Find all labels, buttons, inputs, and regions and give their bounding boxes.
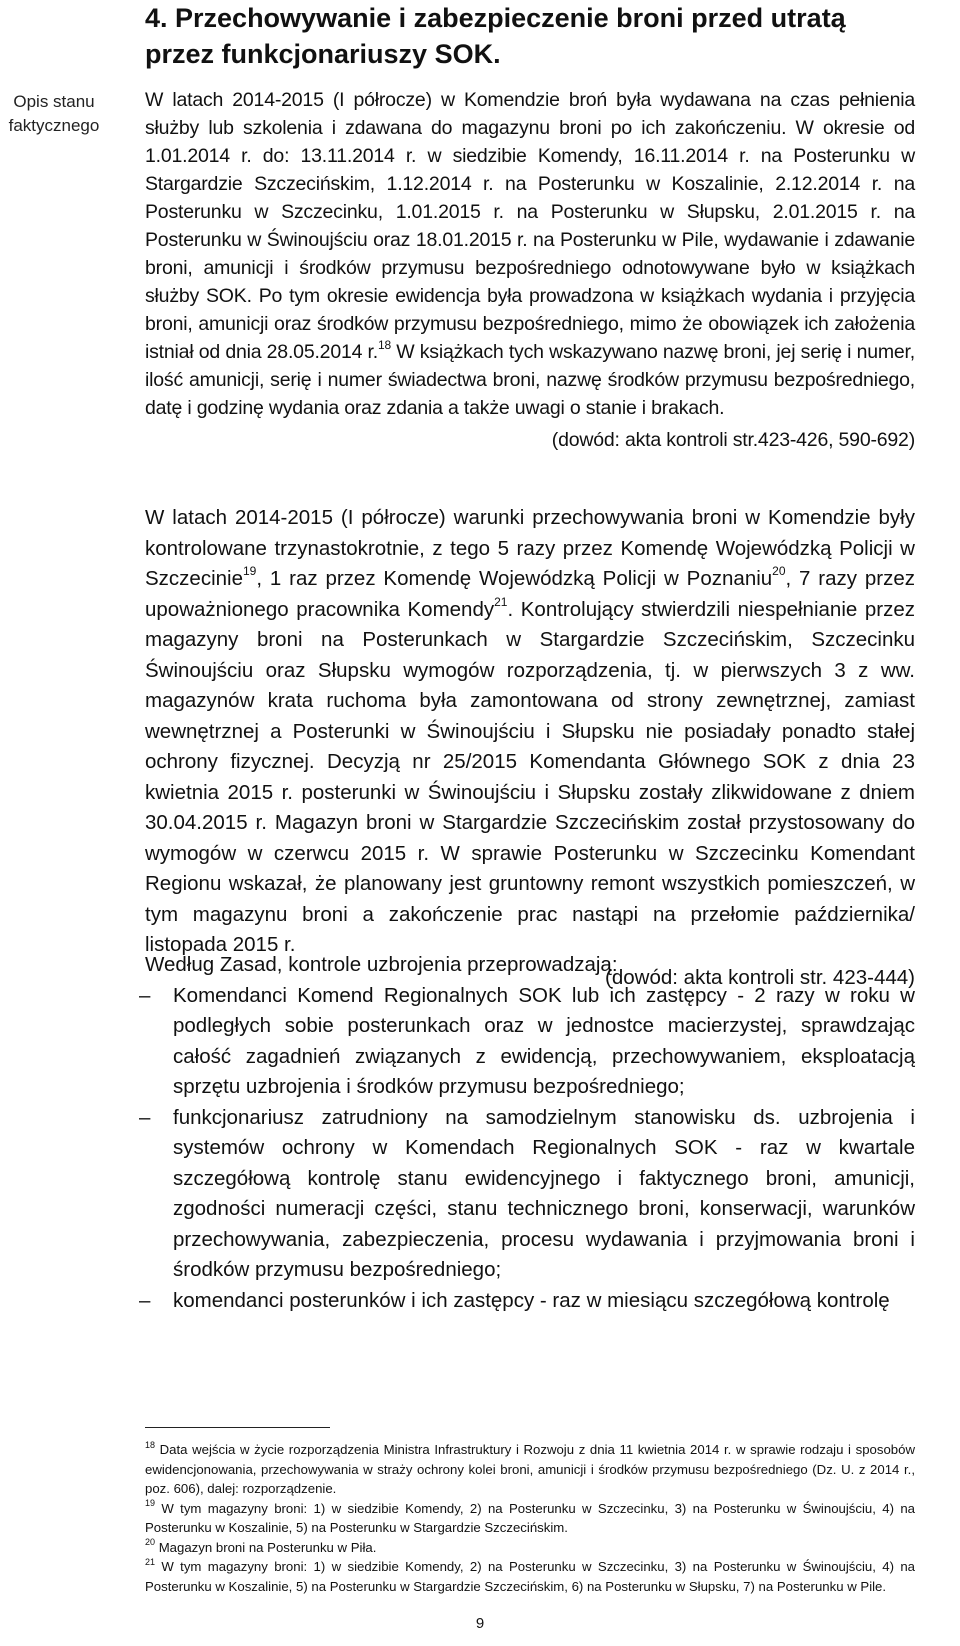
list-item	[139, 1103, 915, 1286]
footnote-20	[145, 1538, 915, 1558]
footnote-21	[145, 1557, 915, 1596]
evidence-note: (dowód: akta kontroli str.423-426, 590-692)	[551, 429, 915, 451]
margin-note: Opis stanu faktycznego	[8, 92, 100, 135]
dash-list	[139, 981, 915, 1317]
dash-bullet: –	[139, 1288, 151, 1312]
footnote-text: W tym magazyny broni: 1) w siedzibie Komendy, 2) na Posterunku w Szczecinku, 3) na Posterunku w Świnoujściu, 4) na Posterunku w Koszalinie, 5) na Posterunku w Stargardzie Szczecińskim.	[145, 1500, 915, 1535]
dash-bullet: –	[139, 1105, 151, 1129]
footnote-ref-20: 20	[772, 564, 786, 579]
footnote-number: 18	[145, 1439, 156, 1450]
paragraph-text: W latach 2014-2015 (I półrocze) w Komendzie broń była wydawana na czas pełnienia służby lub szkolenia i zdawana do magazynu broni po ich zakończeniu. W okresie od 1.01.2014 r. do: 13.11.2014 r. w siedzibie Komendy, 16.11.2014 r. na Posterunku w Stargardzie Szczecińskim, 1.12.2014 r. na Posterunku w Koszalinie, 2.12.2014 r. na Posterunku w Szczecinku, 1.01.2015 r. na Posterunku w Słupsku, 2.01.2015 r. na Posterunku w Świnoujściu oraz 18.01.2015 r. na Posterunku w Pile, wydawanie i zdawanie broni, amunicji i środków przymusu bezpośredniego odnotowywane było w książkach służby SOK. Po tym okresie ewidencja była prowadzona w książkach wydania i przyjęcia broni, amunicji oraz środków przymusu bezpośredniego, mimo że obowiązek ich założenia istniał od dnia 28.05.2014 r.	[145, 89, 915, 363]
footnote-number: 21	[145, 1556, 156, 1567]
evidence-note: (dowód: akta kontroli str. 423-444)	[605, 965, 915, 989]
list-item-text: funkcjonariusz zatrudniony na samodzielnym stanowisku ds. uzbrojenia i systemów ochrony w Komendach Regionalnych SOK - raz w kwartale szczegółową kontrolę stanu ewidencyjnego i faktycznego broni, amunicji, zgodności numeracji części, stanu technicznego broni, konserwacji, warunków przechowywania, zabezpieczenia, procesu wydawania i przyjmowania broni i środków przymusu bezpośredniego;	[173, 1105, 915, 1281]
list-intro: Według Zasad, kontrole uzbrojenia przeprowadzają:	[145, 953, 618, 976]
dash-bullet: –	[139, 983, 151, 1007]
section-heading: 4. Przechowywanie i zabezpieczenie broni przed utratą przez funkcjonariuszy SOK.	[145, 3, 846, 69]
footnotes	[145, 1440, 915, 1596]
list-item	[139, 981, 915, 1103]
list-item	[139, 1286, 915, 1317]
footnote-ref-18: 18	[377, 337, 391, 352]
footnote-ref-21: 21	[494, 594, 508, 609]
page-number: 9	[475, 1615, 485, 1632]
footnote-number: 20	[145, 1537, 156, 1548]
list-item-text: komendanci posterunków i ich zastępcy - raz w miesiącu szczegółową kontrolę	[173, 1288, 890, 1312]
footnote-text: Data wejścia w życie rozporządzenia Ministra Infrastruktury i Rozwoju z dnia 11 kwietnia 2014 r. w sprawie rodzaju i sposobów ewidencjonowania, przechowywania w straży ochrony kolei broni, amunicji i środków przymusu bezpośredniego (Dz. U. z 2014 r., poz. 606), dalej: rozporządzenie.	[145, 1442, 915, 1496]
footnote-separator	[145, 1427, 330, 1428]
footnote-text: W tym magazyny broni: 1) w siedzibie Komendy, 2) na Posterunku w Szczecinku, 3) na Posterunku w Świnoujściu, 4) na Posterunku w Koszalinie, 5) na Posterunku w Stargardzie Szczecińskim, 6) na Posterunku w Słupsku, 7) na Posterunku w Pile.	[145, 1559, 915, 1594]
paragraph-control-rules	[139, 950, 915, 1316]
paragraph-text: , 1 raz przez Komendę Wojewódzką Policji w Poznaniu	[256, 567, 773, 590]
paragraph-text: W latach 2014-2015 (I półrocze) warunki przechowywania broni w Komendzie były kontrolowane trzynastokrotnie, z tego 5 razy przez Komendę Wojewódzką Policji w Szczecinie	[145, 506, 915, 590]
paragraph-weapon-issuance	[145, 86, 915, 454]
paragraph-storage-inspections	[145, 503, 915, 993]
footnote-18	[145, 1440, 915, 1499]
paragraph-text: W książkach tych wskazywano nazwę broni, jej serię i numer, ilość amunicji, serię i numer świadectwa broni, nazwę środków przymusu bezpośredniego, datę i godzinę wydania oraz zdania a także uwagi o stanie i brakach.	[145, 341, 915, 419]
paragraph-text: . Kontrolujący stwierdzili niespełnianie przez magazyny broni na Posterunkach w Stargardzie Szczecińskim, Szczecinku Świnoujściu oraz Słupsku wymogów rozporządzenia, tj. w pierwszych 3 z ww. magazynów krata ruchoma była zamontowana od strony zewnętrznej, zamiast wewnętrznej a Posterunki w Świnoujściu i Słupsku nie posiadały ponadto stałej ochrony fizycznej. Decyzją nr 25/2015 Komendanta Głównego SOK z dnia 23 kwietnia 2015 r. posterunki w Świnoujściu i Słupsku zostały zlikwidowane z dniem 30.04.2015 r. Magazyn broni w Stargardzie Szczecińskim został przystosowany do wymogów w czerwcu 2015 r. W sprawie Posterunku w Szczecinku Komendant Regionu wskazał, że planowany jest gruntowny remont wszystkich pomieszczeń, w tym magazynu broni a zakończenie prac nastąpi na przełomie października/ listopada 2015 r.	[145, 597, 915, 956]
footnote-number: 19	[145, 1498, 156, 1509]
paragraph-text: , 7 razy przez upoważnionego pracownika Komendy	[145, 567, 915, 621]
footnote-text: Magazyn broni na Posterunku w Piła.	[158, 1539, 377, 1555]
list-item-text: Komendanci Komend Regionalnych SOK lub ich zastępcy - 2 razy w roku w podległych sobie posterunkach oraz w jednostce macierzystej, sprawdzając całość zagadnień związanych z ewidencją, przechowywaniem, eksploatacją sprzętu uzbrojenia i środków przymusu bezpośredniego;	[173, 983, 915, 1098]
footnote-ref-19: 19	[243, 564, 257, 579]
footnote-19	[145, 1499, 915, 1538]
